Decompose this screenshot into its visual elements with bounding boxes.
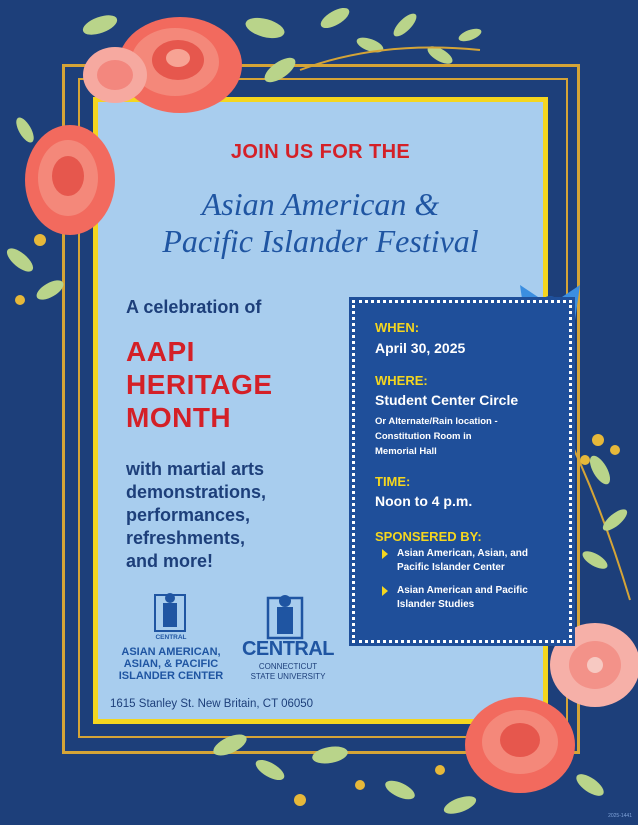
sponsor-line: Islander Studies bbox=[397, 599, 475, 610]
time-value: Noon to 4 p.m. bbox=[375, 493, 473, 509]
bullet-triangle-icon bbox=[382, 586, 388, 596]
aapi-heading-line: HERITAGE bbox=[126, 369, 273, 400]
address-text: 1615 Stanley St. New Britain, CT 06050 bbox=[110, 698, 314, 710]
festival-title-line: Pacific Islander Festival bbox=[162, 223, 479, 259]
where-label: WHERE: bbox=[375, 373, 428, 388]
bullet-triangle-icon bbox=[382, 549, 388, 559]
alternate-location-line: Constitution Room in bbox=[375, 431, 472, 442]
aapi-heading-line: AAPI bbox=[126, 336, 195, 367]
sponsor-line: Asian American and Pacific bbox=[397, 585, 528, 596]
sponsor-item bbox=[382, 547, 562, 575]
center-logo-line: ASIAN AMERICAN, bbox=[121, 646, 221, 658]
when-value: April 30, 2025 bbox=[375, 340, 466, 356]
center-logo-line: ASIAN, & PACIFIC bbox=[123, 658, 219, 670]
center-logo-line: ISLANDER CENTER bbox=[118, 670, 224, 682]
headline: JOIN US FOR THE bbox=[230, 141, 411, 163]
activities-line: refreshments, bbox=[126, 528, 246, 548]
time-label: TIME: bbox=[375, 474, 411, 489]
center-logo-tag: CENTRAL bbox=[155, 634, 187, 641]
leaf-cluster-top-right bbox=[318, 4, 483, 67]
aapi-heading bbox=[126, 335, 273, 434]
sponsor-item bbox=[382, 584, 562, 612]
alternate-location-line: Or Alternate/Rain location - bbox=[375, 416, 498, 427]
activities-line: performances, bbox=[126, 505, 251, 525]
sponsor-line: Pacific Islander Center bbox=[397, 562, 505, 573]
festival-title-line: Asian American & bbox=[201, 186, 440, 222]
aapi-heading-line: MONTH bbox=[126, 402, 232, 433]
activities-line: demonstrations, bbox=[126, 482, 267, 502]
celebration-text: A celebration of bbox=[126, 297, 262, 317]
university-logo-name: CENTRAL bbox=[241, 638, 335, 660]
where-value: Student Center Circle bbox=[375, 392, 519, 408]
university-logo-subtitle bbox=[238, 662, 338, 682]
sponsor-label: SPONSERED BY: bbox=[375, 529, 482, 544]
sponsor-line: Asian American, Asian, and bbox=[397, 548, 528, 559]
activities-line: with martial arts bbox=[126, 459, 265, 479]
university-logo-line: STATE UNIVERSITY bbox=[250, 672, 326, 681]
center-logo-name bbox=[106, 646, 236, 682]
activities-text bbox=[126, 458, 266, 573]
university-logo-line: CONNECTICUT bbox=[258, 662, 318, 671]
activities-line: and more! bbox=[126, 551, 214, 571]
alternate-location bbox=[375, 414, 498, 459]
festival-title bbox=[93, 186, 548, 260]
when-label: WHEN: bbox=[375, 320, 420, 335]
print-code: 2025-1441 bbox=[608, 813, 632, 819]
alternate-location-line: Memorial Hall bbox=[375, 446, 437, 457]
